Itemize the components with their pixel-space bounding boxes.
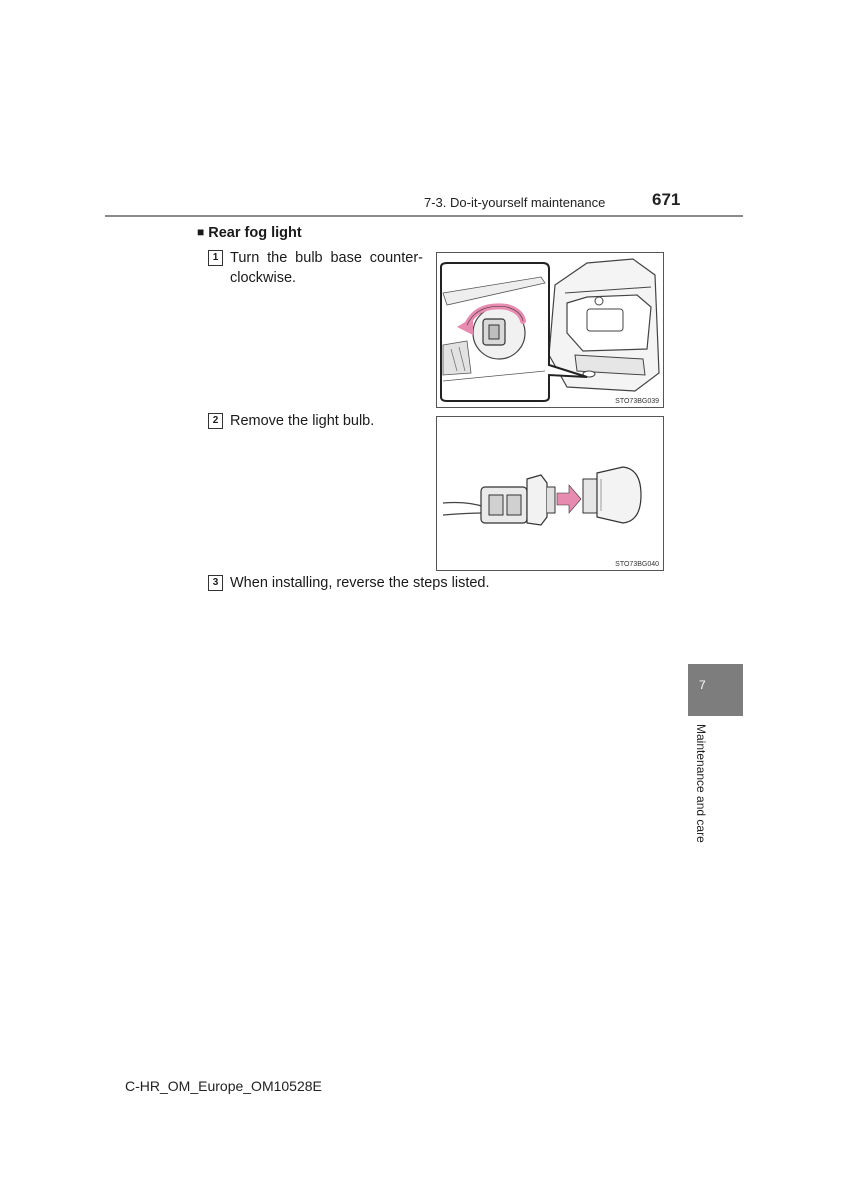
step-text-1 (230, 248, 423, 288)
step-text-3: When installing, reverse the steps listed. (230, 575, 490, 591)
document-code: C-HR_OM_Europe_OM10528E (125, 1078, 322, 1094)
step-text-1-line2: clockwise. (230, 270, 297, 286)
chapter-number: 7 (699, 678, 706, 692)
step-number-1: 1 (208, 250, 223, 266)
figure-bulb-base-rotation (436, 252, 664, 408)
running-header-section: 7-3. Do-it-yourself maintenance (424, 195, 606, 210)
fog-light-illustration (437, 253, 665, 409)
chapter-title: Maintenance and care (694, 724, 708, 843)
figure-code: STO73BG040 (615, 561, 659, 568)
chapter-tab (688, 664, 743, 716)
step-number-3: 3 (208, 575, 223, 591)
square-bullet-icon: ■ (197, 225, 205, 239)
figure-code: STO73BG039 (615, 398, 659, 405)
bulb-removal-illustration (437, 417, 665, 572)
header-rule (105, 215, 743, 217)
step-text-1-line1: Turn the bulb base counter- (230, 250, 423, 266)
step-text-2: Remove the light bulb. (230, 413, 375, 429)
step-number-2: 2 (208, 413, 223, 429)
page-number: 671 (652, 190, 681, 209)
figure-remove-bulb (436, 416, 664, 571)
section-heading (197, 225, 302, 241)
section-title: Rear fog light (208, 225, 302, 241)
